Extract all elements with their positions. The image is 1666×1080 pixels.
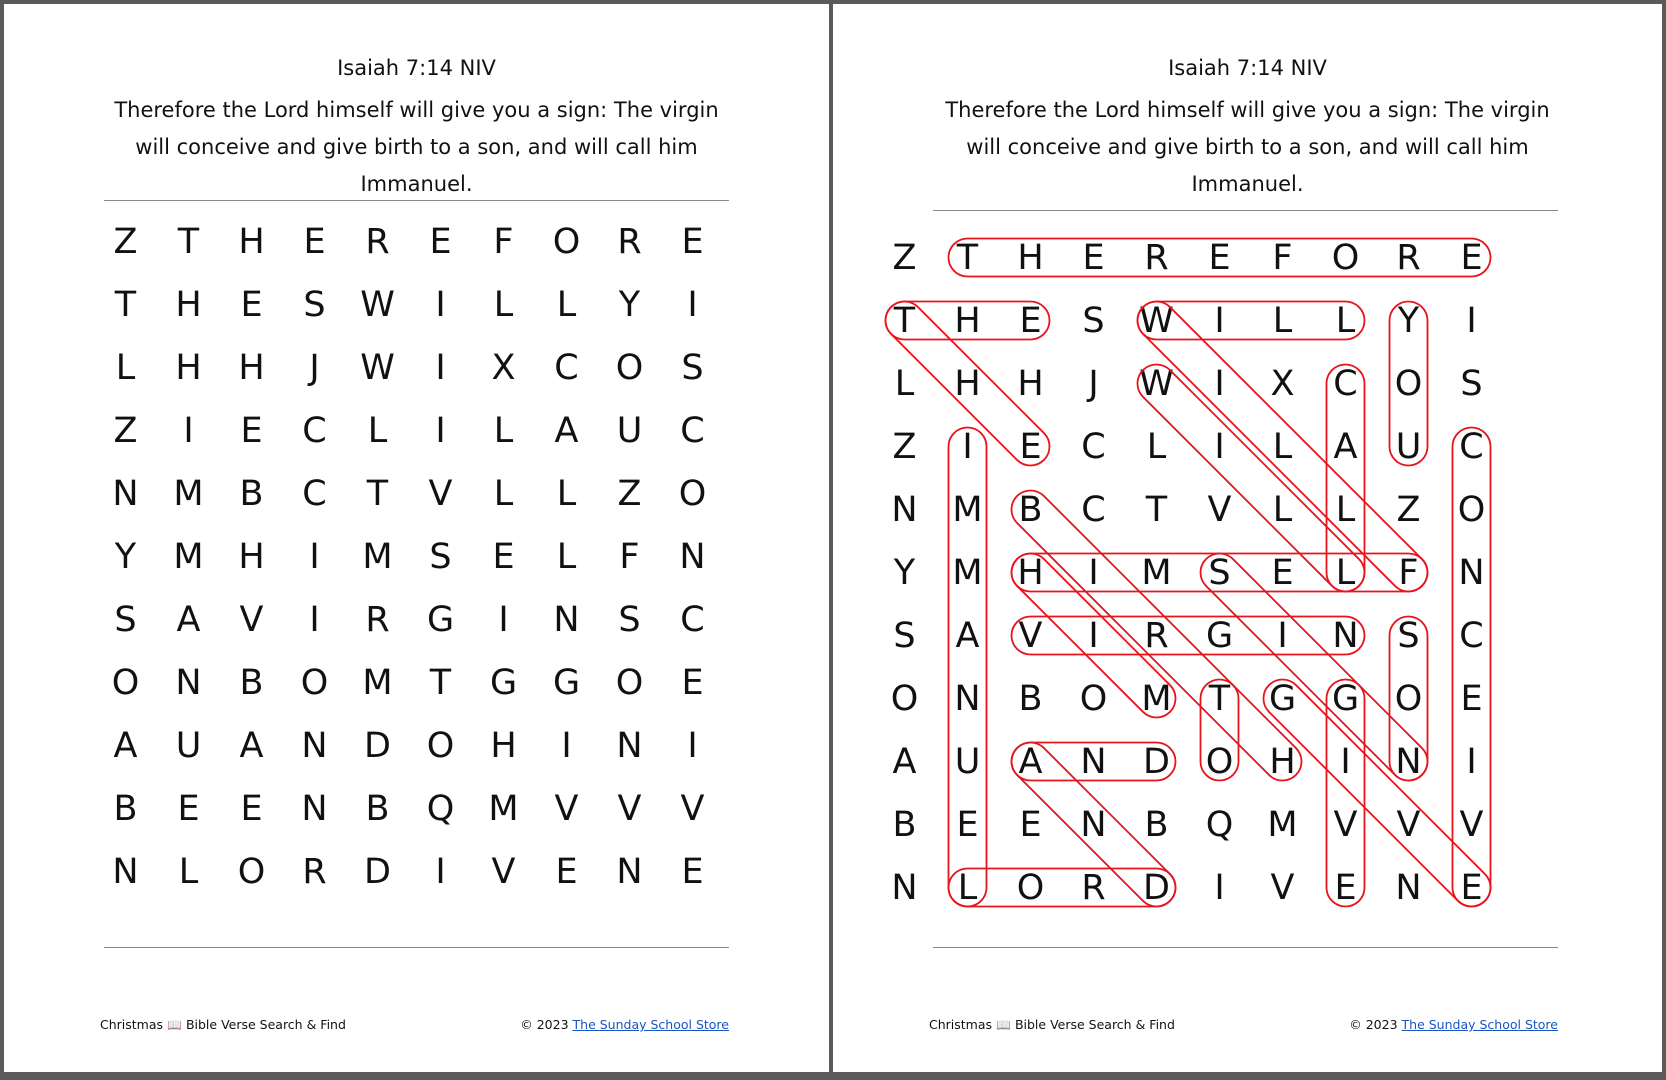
- grid-letter: Y: [114, 536, 137, 577]
- grid-letter: V: [1270, 867, 1295, 908]
- grid-letter: T: [1145, 489, 1168, 530]
- grid-letter: B: [239, 662, 264, 703]
- grid-letter: N: [175, 662, 202, 703]
- grid-letter: B: [113, 788, 138, 829]
- grid-letter: E: [1460, 237, 1483, 278]
- grid-letter: L: [1335, 489, 1356, 530]
- grid-letter: R: [365, 221, 390, 262]
- grid-letter: O: [300, 662, 329, 703]
- grid-letter: U: [954, 741, 981, 782]
- grid-letter: S: [893, 615, 916, 656]
- grid-letter: H: [1017, 363, 1044, 404]
- grid-letter: E: [1334, 867, 1357, 908]
- grid-letter: L: [115, 347, 136, 388]
- grid-letter: O: [1394, 678, 1423, 719]
- grid-letter: L: [1272, 426, 1293, 467]
- grid-letter: V: [1333, 804, 1358, 845]
- grid-letter: V: [1018, 615, 1043, 656]
- word-search-grid: [873, 226, 1503, 919]
- store-link[interactable]: The Sunday School Store: [1401, 1017, 1558, 1032]
- grid-letter: N: [1080, 741, 1107, 782]
- grid-letter: M: [1141, 552, 1172, 593]
- grid-letter: O: [1016, 867, 1045, 908]
- grid-letter: M: [362, 536, 393, 577]
- worksheet-page-answer-key: [833, 4, 1662, 1072]
- grid-letter: G: [489, 662, 518, 703]
- grid-letter: J: [309, 347, 320, 388]
- word-search-grid: [94, 210, 724, 903]
- grid-letter: A: [176, 599, 201, 640]
- grid-letter: H: [490, 725, 517, 766]
- grid-letter: N: [1395, 867, 1422, 908]
- grid-letter: S: [1082, 300, 1105, 341]
- grid-letter: N: [891, 867, 918, 908]
- grid-letter: V: [428, 473, 453, 514]
- grid-letter: A: [113, 725, 138, 766]
- grid-letter: R: [1081, 867, 1106, 908]
- grid-letter: M: [1141, 678, 1172, 719]
- grid-letter: E: [1082, 237, 1105, 278]
- grid-letter: B: [892, 804, 917, 845]
- grid-letter: L: [493, 473, 514, 514]
- grid-letter: S: [618, 599, 641, 640]
- grid-letter: I: [1214, 363, 1225, 404]
- grid-letter: G: [426, 599, 455, 640]
- grid-letter: L: [957, 867, 978, 908]
- grid-letter: A: [1333, 426, 1358, 467]
- grid-letter: G: [1331, 678, 1360, 719]
- grid-letter: S: [1397, 615, 1420, 656]
- grid-letter: R: [365, 599, 390, 640]
- grid-letter: N: [553, 599, 580, 640]
- grid-letter: B: [239, 473, 264, 514]
- grid-letter: C: [302, 410, 327, 451]
- grid-letter: X: [1270, 363, 1295, 404]
- grid-letter: L: [556, 284, 577, 325]
- grid-letter: A: [239, 725, 264, 766]
- grid-letter: O: [615, 347, 644, 388]
- footer-title: Christmas 📖 Bible Verse Search & Find: [929, 1017, 1175, 1032]
- grid-letter: C: [1333, 363, 1358, 404]
- grid-letter: D: [1143, 741, 1170, 782]
- grid-letter: L: [493, 410, 514, 451]
- grid-letter: I: [1214, 426, 1225, 467]
- grid-letter: Q: [1205, 804, 1234, 845]
- grid-letter: T: [956, 237, 979, 278]
- grid-letter: Z: [113, 221, 138, 262]
- grid-letter: C: [302, 473, 327, 514]
- grid-letter: E: [492, 536, 515, 577]
- grid-letter: I: [1088, 615, 1099, 656]
- header-divider: [933, 210, 1558, 211]
- grid-letter: Q: [426, 788, 455, 829]
- grid-letter: O: [111, 662, 140, 703]
- grid-letter: R: [1144, 615, 1169, 656]
- store-link[interactable]: The Sunday School Store: [572, 1017, 729, 1032]
- grid-letter: F: [619, 536, 640, 577]
- grid-letter: N: [616, 725, 643, 766]
- grid-letter: F: [1272, 237, 1293, 278]
- open-book-icon: 📖: [167, 1018, 182, 1032]
- grid-letter: I: [435, 851, 446, 892]
- grid-letter: C: [1081, 489, 1106, 530]
- grid-letter: E: [1271, 552, 1294, 593]
- grid-letter: R: [1144, 237, 1169, 278]
- grid-letter: Y: [618, 284, 641, 325]
- grid-letter: D: [1143, 867, 1170, 908]
- grid-letter: T: [177, 221, 200, 262]
- grid-letter: B: [365, 788, 390, 829]
- grid-letter: N: [301, 725, 328, 766]
- grid-letter: M: [952, 489, 983, 530]
- grid-letter: I: [309, 599, 320, 640]
- grid-letter: R: [1396, 237, 1421, 278]
- grid-letter: L: [1272, 300, 1293, 341]
- grid-letter: E: [681, 662, 704, 703]
- grid-letter: T: [429, 662, 452, 703]
- grid-letter: I: [1466, 300, 1477, 341]
- grid-letter: I: [435, 347, 446, 388]
- grid-letter: G: [1205, 615, 1234, 656]
- grid-letter: I: [1214, 867, 1225, 908]
- grid-letter: I: [687, 725, 698, 766]
- grid-letter: S: [303, 284, 326, 325]
- grid-letter: I: [1277, 615, 1288, 656]
- grid-letter: I: [435, 410, 446, 451]
- grid-letter: W: [1139, 300, 1174, 341]
- grid-letter: E: [1019, 426, 1042, 467]
- grid-letter: O: [890, 678, 919, 719]
- grid-letter: N: [1395, 741, 1422, 782]
- grid-letter: M: [173, 473, 204, 514]
- verse-text: Therefore the Lord himself will give you a sign: The virgin will conceive and give birth to a son, and will call him Immanuel.: [945, 98, 1550, 196]
- grid-letter: I: [1340, 741, 1351, 782]
- grid-letter: M: [1267, 804, 1298, 845]
- grid-letter: N: [679, 536, 706, 577]
- grid-letter: O: [615, 662, 644, 703]
- grid-letter: M: [362, 662, 393, 703]
- verse-reference: Isaiah 7:14 NIV: [337, 56, 496, 80]
- grid-letter: N: [616, 851, 643, 892]
- grid-letter: E: [681, 851, 704, 892]
- grid-letter: H: [175, 347, 202, 388]
- grid-letter: E: [1460, 678, 1483, 719]
- grid-letter: L: [556, 536, 577, 577]
- grid-letter: C: [680, 410, 705, 451]
- grid-letter: E: [1019, 300, 1042, 341]
- grid-letter: E: [1208, 237, 1231, 278]
- grid-letter: V: [1459, 804, 1484, 845]
- grid-letter: B: [1018, 489, 1043, 530]
- grid-letter: C: [554, 347, 579, 388]
- grid-letter: T: [1208, 678, 1231, 719]
- grid-letter: E: [240, 410, 263, 451]
- grid-letter: H: [175, 284, 202, 325]
- footer-divider: [104, 947, 729, 948]
- grid-letter: E: [681, 221, 704, 262]
- grid-letter: O: [552, 221, 581, 262]
- verse-reference: Isaiah 7:14 NIV: [1168, 56, 1327, 80]
- grid-letter: S: [681, 347, 704, 388]
- grid-letter: L: [493, 284, 514, 325]
- grid-letter: N: [112, 851, 139, 892]
- grid-letter: C: [1459, 426, 1484, 467]
- grid-letter: N: [1458, 552, 1485, 593]
- grid-letter: I: [962, 426, 973, 467]
- grid-letter: X: [491, 347, 516, 388]
- grid-letter: G: [552, 662, 581, 703]
- grid-letter: N: [891, 489, 918, 530]
- grid-letter: O: [237, 851, 266, 892]
- grid-letter: A: [554, 410, 579, 451]
- grid-letter: W: [1139, 363, 1174, 404]
- grid-letter: H: [1269, 741, 1296, 782]
- grid-letter: L: [1146, 426, 1167, 467]
- grid-letter: H: [238, 221, 265, 262]
- grid-letter: O: [1079, 678, 1108, 719]
- grid-letter: J: [1088, 363, 1099, 404]
- grid-letter: V: [1396, 804, 1421, 845]
- grid-letter: O: [1205, 741, 1234, 782]
- grid-letter: O: [1331, 237, 1360, 278]
- grid-letter: E: [1019, 804, 1042, 845]
- grid-letter: H: [1017, 552, 1044, 593]
- grid-letter: N: [954, 678, 981, 719]
- footer-copyright: © 2023 The Sunday School Store: [1349, 1017, 1558, 1032]
- grid-letter: N: [301, 788, 328, 829]
- grid-letter: U: [616, 410, 643, 451]
- grid-letter: E: [429, 221, 452, 262]
- grid-letter: G: [1268, 678, 1297, 719]
- verse-text: Therefore the Lord himself will give you a sign: The virgin will conceive and give birth to a son, and will call him Immanuel.: [114, 98, 719, 196]
- grid-letter: D: [364, 725, 391, 766]
- grid-letter: Y: [893, 552, 916, 593]
- grid-letter: R: [302, 851, 327, 892]
- grid-letter: T: [366, 473, 389, 514]
- grid-letter: E: [956, 804, 979, 845]
- grid-letter: V: [680, 788, 705, 829]
- grid-letter: C: [1459, 615, 1484, 656]
- grid-letter: N: [112, 473, 139, 514]
- grid-letter: H: [1017, 237, 1044, 278]
- grid-letter: R: [617, 221, 642, 262]
- grid-letter: Z: [892, 237, 917, 278]
- open-book-icon: 📖: [996, 1018, 1011, 1032]
- grid-letter: E: [240, 284, 263, 325]
- grid-letter: Z: [113, 410, 138, 451]
- grid-letter: C: [1081, 426, 1106, 467]
- grid-letter: S: [429, 536, 452, 577]
- grid-letter: H: [954, 300, 981, 341]
- grid-letter: E: [177, 788, 200, 829]
- grid-letter: Y: [1397, 300, 1420, 341]
- grid-letter: N: [1332, 615, 1359, 656]
- footer-title: Christmas 📖 Bible Verse Search & Find: [100, 1017, 346, 1032]
- grid-letter: L: [1335, 300, 1356, 341]
- grid-letter: L: [1335, 552, 1356, 593]
- worksheet-page-puzzle: [4, 4, 829, 1072]
- grid-letter: E: [1460, 867, 1483, 908]
- grid-letter: D: [364, 851, 391, 892]
- grid-letter: E: [555, 851, 578, 892]
- grid-letter: E: [303, 221, 326, 262]
- grid-letter: B: [1144, 804, 1169, 845]
- grid-letter: L: [367, 410, 388, 451]
- grid-letter: S: [1460, 363, 1483, 404]
- grid-letter: O: [678, 473, 707, 514]
- grid-letter: I: [561, 725, 572, 766]
- grid-letter: W: [360, 284, 395, 325]
- grid-letter: L: [178, 851, 199, 892]
- grid-letter: L: [894, 363, 915, 404]
- grid-letter: V: [617, 788, 642, 829]
- grid-letter: Z: [1396, 489, 1421, 530]
- grid-letter: I: [498, 599, 509, 640]
- grid-letter: E: [240, 788, 263, 829]
- grid-letter: F: [493, 221, 514, 262]
- grid-letter: L: [556, 473, 577, 514]
- grid-letter: T: [114, 284, 137, 325]
- grid-letter: I: [1088, 552, 1099, 593]
- grid-letter: A: [955, 615, 980, 656]
- grid-letter: M: [173, 536, 204, 577]
- grid-letter: V: [554, 788, 579, 829]
- grid-letter: O: [1457, 489, 1486, 530]
- grid-letter: F: [1398, 552, 1419, 593]
- grid-letter: I: [309, 536, 320, 577]
- grid-letter: N: [1080, 804, 1107, 845]
- footer-divider: [933, 947, 1558, 948]
- grid-letter: A: [1018, 741, 1043, 782]
- grid-letter: L: [1272, 489, 1293, 530]
- grid-letter: T: [893, 300, 916, 341]
- grid-letter: V: [239, 599, 264, 640]
- grid-letter: Z: [892, 426, 917, 467]
- grid-letter: I: [1466, 741, 1477, 782]
- grid-letter: I: [183, 410, 194, 451]
- grid-letter: U: [1395, 426, 1422, 467]
- grid-letter: I: [687, 284, 698, 325]
- grid-letter: A: [892, 741, 917, 782]
- grid-letter: S: [114, 599, 137, 640]
- grid-letter: O: [1394, 363, 1423, 404]
- grid-letter: H: [238, 347, 265, 388]
- grid-letter: Z: [617, 473, 642, 514]
- grid-letter: M: [952, 552, 983, 593]
- grid-letter: H: [238, 536, 265, 577]
- grid-letter: I: [435, 284, 446, 325]
- header-divider: [104, 200, 729, 201]
- grid-letter: V: [1207, 489, 1232, 530]
- grid-letter: O: [426, 725, 455, 766]
- footer-copyright: © 2023 The Sunday School Store: [520, 1017, 729, 1032]
- grid-letter: B: [1018, 678, 1043, 719]
- grid-letter: M: [488, 788, 519, 829]
- grid-letter: W: [360, 347, 395, 388]
- grid-letter: C: [680, 599, 705, 640]
- grid-letter: S: [1208, 552, 1231, 593]
- grid-letter: V: [491, 851, 516, 892]
- grid-letter: H: [954, 363, 981, 404]
- grid-letter: U: [175, 725, 202, 766]
- grid-letter: I: [1214, 300, 1225, 341]
